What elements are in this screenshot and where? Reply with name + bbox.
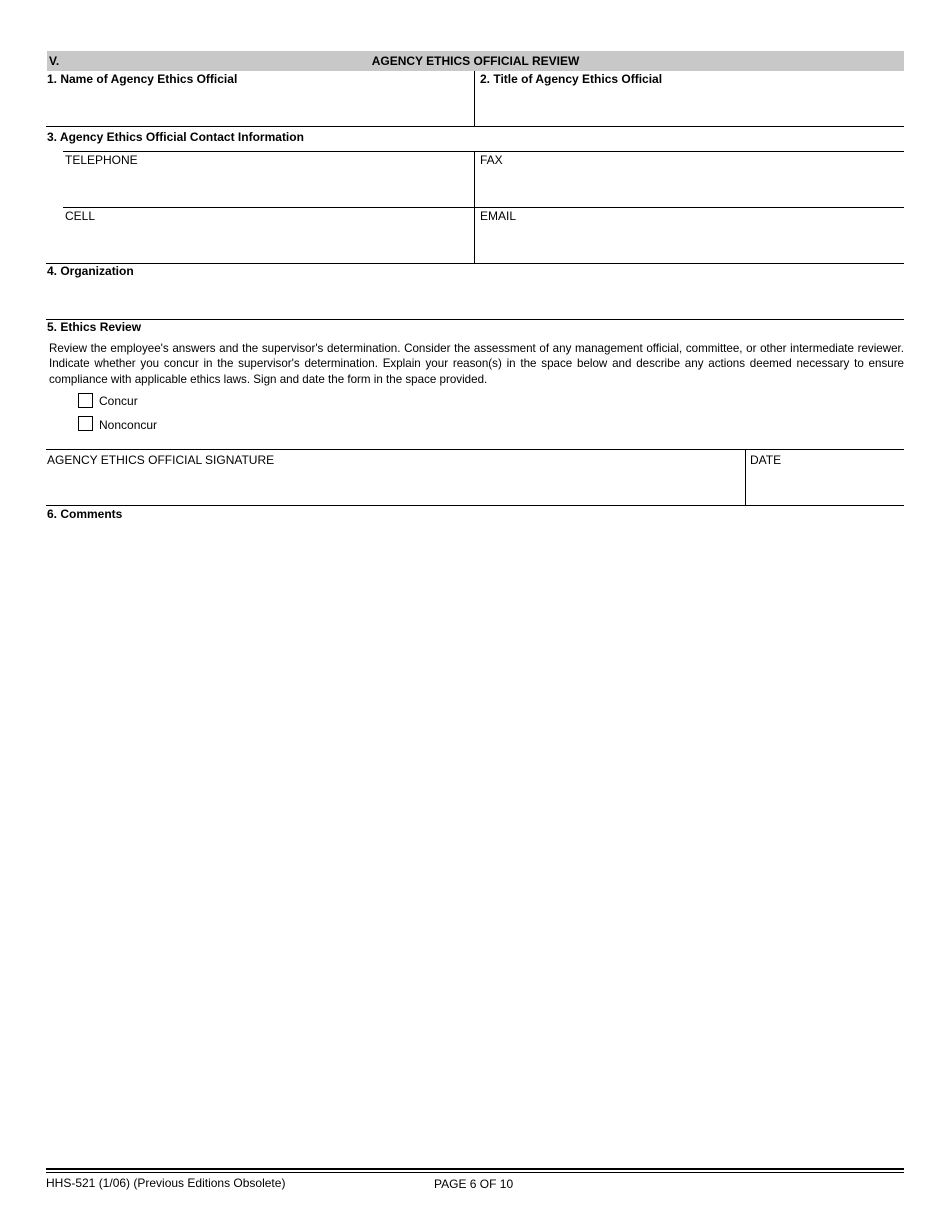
divider [46,319,904,320]
page-number: PAGE 6 OF 10 [434,1177,514,1191]
date-label: DATE [750,453,782,467]
divider [63,151,904,152]
signature-label: AGENCY ETHICS OFFICIAL SIGNATURE [47,453,275,467]
nonconcur-checkbox[interactable] [78,416,93,431]
divider [46,263,904,264]
divider [46,449,904,450]
cell-label: CELL [65,209,96,223]
date-field[interactable] [747,468,903,504]
title-label: 2. Title of Agency Ethics Official [480,72,663,86]
divider [474,151,475,263]
name-field[interactable] [47,88,473,125]
email-label: EMAIL [480,209,517,223]
comments-label: 6. Comments [47,507,123,521]
section-title: AGENCY ETHICS OFFICIAL REVIEW [371,54,580,68]
cell-field[interactable] [64,224,472,262]
organization-field[interactable] [47,281,903,318]
concur-label: Concur [99,394,138,408]
footer-rule [46,1172,904,1173]
divider [46,505,904,506]
telephone-label: TELEPHONE [65,153,138,167]
signature-field[interactable] [47,468,743,504]
name-label: 1. Name of Agency Ethics Official [47,72,238,86]
concur-checkbox[interactable] [78,393,93,408]
telephone-field[interactable] [64,168,472,206]
ethics-review-label: 5. Ethics Review [47,320,142,334]
section-number: V. [49,54,60,68]
divider [63,207,904,208]
ethics-review-instructions: Review the employee's answers and the supervisor's determination. Consider the assessment of any management official, committee, or other intermediate reviewer. Indicate whether you concur in the supervisor's determination. Explain your reason(s) in the space below and describe any actions deemed necessary to ensure compliance with applicable ethics laws. Sign and date the form in the space provided. [49,342,904,386]
divider [474,71,475,127]
form-identifier: HHS-521 (1/06) (Previous Editions Obsolete) [46,1176,286,1190]
divider [46,126,904,127]
organization-label: 4. Organization [47,264,134,278]
fax-label: FAX [480,153,503,167]
divider [745,449,746,506]
comments-field[interactable] [47,524,903,1164]
title-field[interactable] [476,88,903,125]
footer-rule [46,1168,904,1170]
fax-field[interactable] [476,168,903,206]
nonconcur-label: Nonconcur [99,418,158,432]
contact-info-label: 3. Agency Ethics Official Contact Information [47,130,304,144]
email-field[interactable] [476,224,903,262]
